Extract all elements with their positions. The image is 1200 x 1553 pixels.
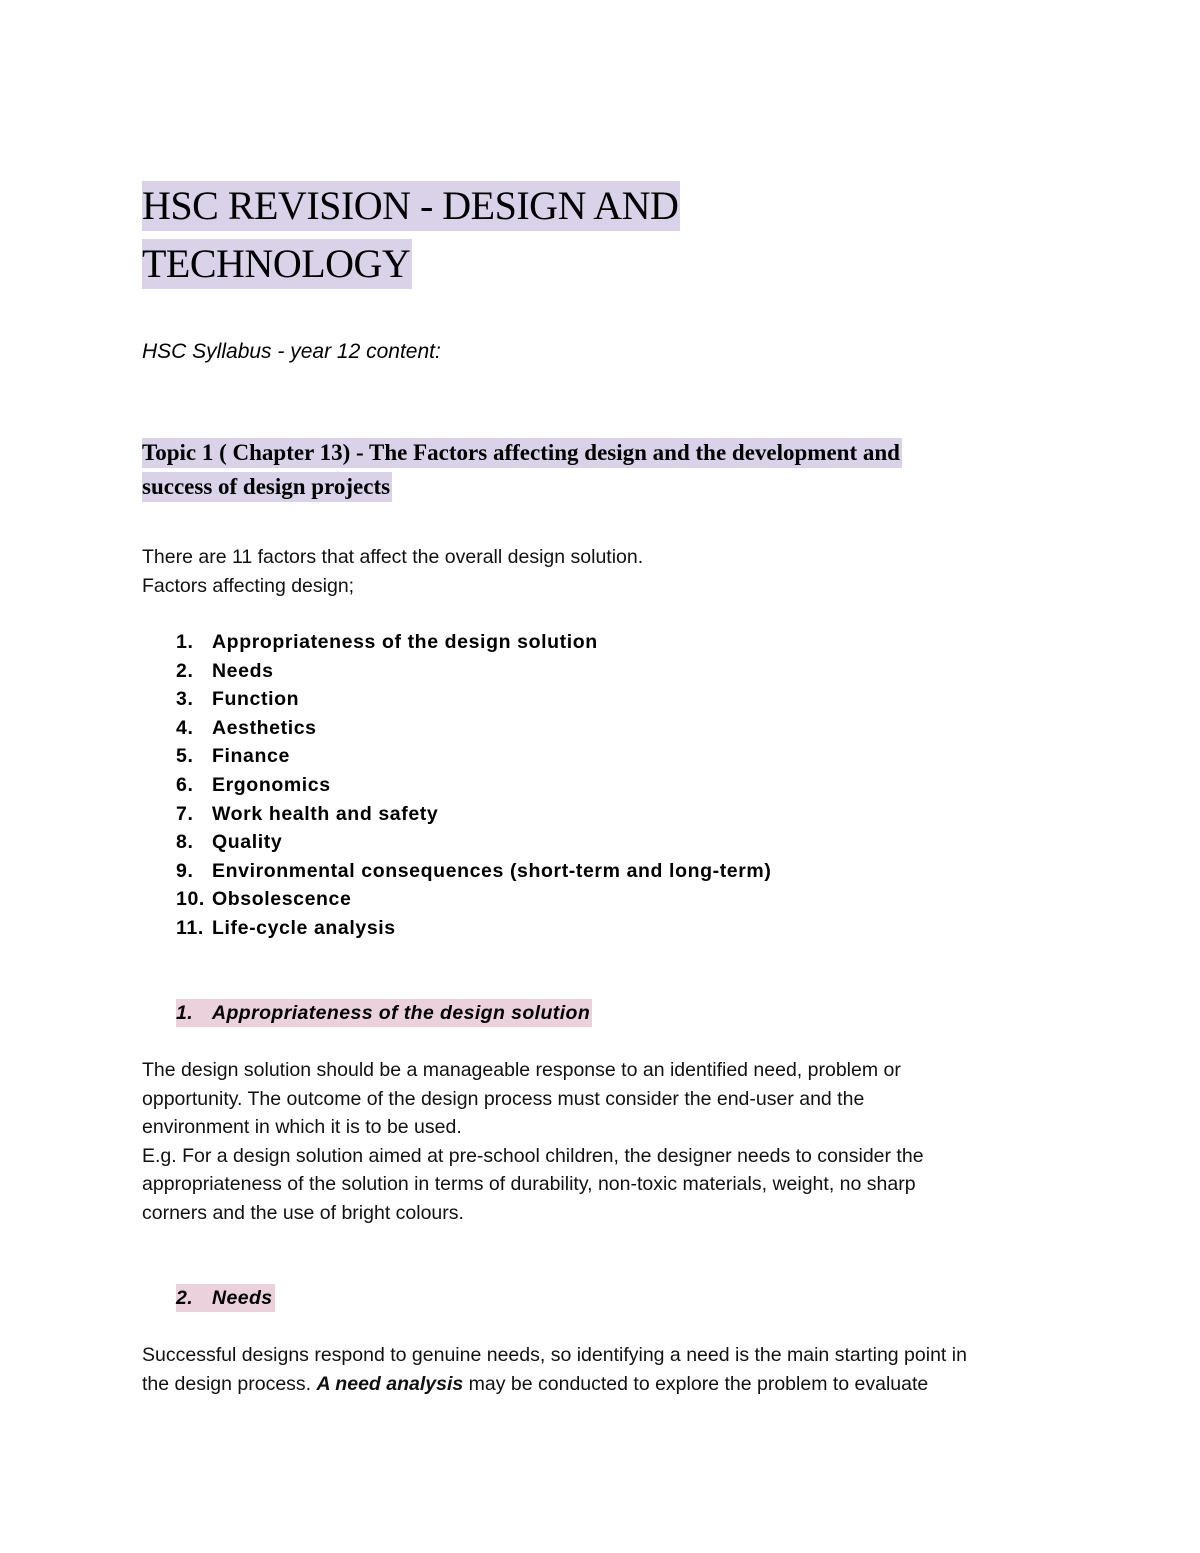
list-item: 11. Life-cycle analysis — [176, 916, 396, 939]
list-item: 10. Obsolescence — [176, 888, 352, 911]
title-text-1: HSC REVISION - DESIGN AND — [142, 181, 680, 231]
topic-heading-line-1 — [142, 437, 902, 469]
syllabus-subtitle: HSC Syllabus - year 12 content: — [142, 340, 441, 363]
intro-line-1: There are 11 factors that affect the overall design solution. — [142, 546, 644, 568]
list-item: 7. Work health and safety — [176, 802, 439, 825]
list-item: 2. Needs — [176, 659, 274, 682]
list-item: 1. Appropriateness of the design solution — [176, 631, 598, 653]
list-item: 4. Aesthetics — [176, 716, 317, 739]
title-line-2 — [142, 238, 412, 290]
topic-heading-line-2 — [142, 471, 392, 503]
factors-list — [176, 628, 771, 943]
title-line-1 — [142, 180, 680, 232]
list-item: 6. Ergonomics — [176, 773, 331, 796]
list-item: 3. Function — [176, 688, 300, 711]
list-item: 9. Environmental consequences (short-term and long-term) — [176, 859, 772, 882]
title-text-2: TECHNOLOGY — [142, 239, 412, 289]
list-item: 5. Finance — [176, 745, 290, 768]
intro-paragraph — [142, 543, 1072, 600]
section-1-paragraph: The design solution should be a manageable response to an identified need, problem or opportunity. The outcome of the design process must consider the end-user and the environment in which it is to be used. E.g. For a design solution aimed at pre-school children, the designer needs to consider the appropriateness of the solution in terms of durability, non-toxic materials, weight, no sharp corners and the use of bright colours. — [142, 1059, 924, 1224]
section-1-heading: 1. Appropriateness of the design solution — [176, 999, 592, 1027]
intro-line-2: Factors affecting design; — [142, 574, 355, 597]
topic-text-1: Topic 1 ( Chapter 13) - The Factors affecting design and the development and — [142, 438, 902, 468]
section-2-paragraph: Successful designs respond to genuine needs, so identifying a need is the main starting point in the design process. A need analysis may be conducted to explore the problem to evaluate — [142, 1344, 967, 1395]
section-2-heading: 2. Needs — [176, 1284, 275, 1312]
list-item: 8. Quality — [176, 831, 283, 854]
need-analysis-term: A need analysis — [316, 1372, 464, 1395]
topic-text-2: success of design projects — [142, 472, 392, 502]
